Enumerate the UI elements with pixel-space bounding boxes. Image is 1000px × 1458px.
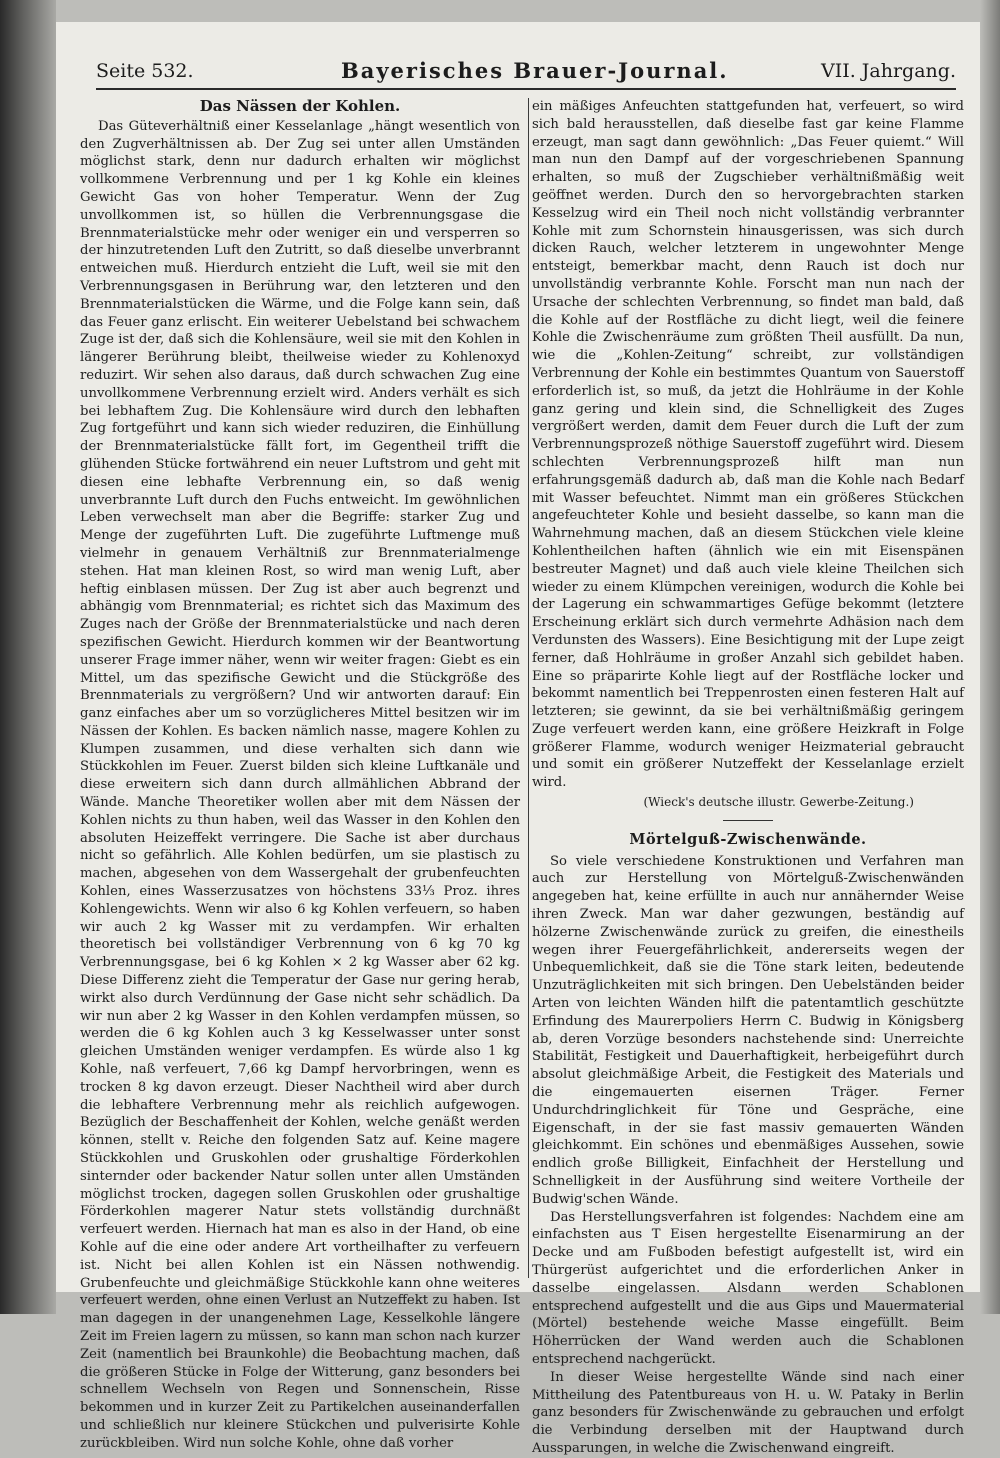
header-rule xyxy=(96,88,956,90)
article-title: Das Nässen der Kohlen. xyxy=(199,97,401,115)
journal-title: Bayerisches Brauer-Journal. xyxy=(341,58,729,83)
article-body-left: Das Güteverhältniß einer Kesselanlage „hängt wesentlich von den Zugverhältnissen ab. Der Zug sei unter allen Umständen möglichst stark, denn nur dadurch erhalten wir möglichst vollkommene Verbrennung und per 1 kg Kohle ein kleines Gewicht Gas von hoher Temperatur. Wenn der Zug unvollkommen ist, so hüllen die Verbrennungsgase die Brennmaterialstücke mehr oder weniger ein und versperren so der hinzutretenden Luft den Zutritt, so daß dieselbe unverbrannt entweichen muß. Hierdurch entzieht die Luft, weil sie mit den Verbrennungsgasen in Berührung war, den letzteren und den Brennmaterialstücken die Wärme, und die Folge kann sein, daß das Feuer ganz erlischt. Ein weiterer Uebelstand bei schwachem Zuge ist der, daß sich die Kohlensäure, weil sie mit den Kohlen in längerer Berührung bleibt, theilweise wieder zu Kohlenoxyd reduzirt. Wir sehen also daraus, daß durch schwachen Zug eine unvollkommene Verbrennung erzielt wird. Anders verhält es sich bei lebhaftem Zug. Die Kohlensäure wird durch den lebhaften Zug fortgeführt und kann sich wieder reduziren, die Einhüllung der Brennmaterialstücke fällt fort, im Gegentheil trifft die glühenden Stücke fortwährend ein neuer Luftstrom und geht mit diesen eine lebhafte Verbrennung ein, so daß wenig unverbrannte Luft durch den Fuchs entweicht. Im gewöhnlichen Leben verwechselt man aber die Begriffe: starker Zug und Menge der zugeführten Luft. Die zugeführte Luftmenge muß vielmehr in genauem Verhältniß zur Brennmaterialmenge stehen. Hat man kleinen Rost, so wird man wenig Luft, aber heftig einblasen müssen. Der Zug ist aber auch begrenzt und abhängig vom Brennmaterial; es richtet sich das Maximum des Zuges nach der Größe der Brennmaterialstücke und nach deren spezifischen Gewicht. Hierdurch kommen wir der Beantwortung unserer Frage immer näher, wenn wir weiter fragen: Giebt es ein Mittel, um das spezifische Gewicht und die Stückgröße des Brennmaterials zu vergrößern? Und wir antworten darauf: Ein ganz einfaches aber um so vorzüglicheres Mittel besitzen wir im Nässen der Kohlen. Es backen nämlich nasse, magere Kohlen zu Klumpen zusammen, und diese verhalten sich dann wie Stückkohlen im Feuer. Zuerst bilden sich kleine Luftkanäle und diese erweitern sich dann durch allmählichen Abbrand der Wände. Manche Theoretiker wollen aber mit dem Nässen der Kohlen nichts zu thun haben, weil das Wasser in den Kohlen den absoluten Heizeffekt verringere. Die Sache ist aber durchaus nicht so gefährlich. Alle Kohlen bedürfen, um sie plastisch zu machen, abgesehen von dem Wassergehalt der grubenfeuchten Kohlen, eines Wasserzusatzes von höchstens 33⅓ Proz. ihres Kohlengewichts. Wenn wir also 6 kg Kohlen verfeuern, so haben wir auch 2 kg Wasser mit zu verdampfen. Wir erhalten theoretisch bei vollständiger Verbrennung von 6 kg 70 kg Verbrennungsgase, bei 6 kg Kohlen × 2 kg Wasser aber 62 kg. Diese Differenz zieht die Temperatur der Gase nur gering herab, wirkt also durch Verdünnung der Gase nicht sehr schädlich. Da wir nun aber 2 kg Wasser in den Kohlen verdampfen müssen, so werden die 6 kg Kohlen auch 3 kg Kesselwasser unter sonst gleichen Umständen weniger verdampfen. Es würde also 1 kg Kohle, naß verfeuert, 7,66 kg Dampf hervorbringen, wenn es trocken 8 kg davon erzeugt. Dieser Nachtheil wird aber durch die lebhaftere Verbrennung mehr als reichlich aufgewogen. Bezüglich der Beschaffenheit der Kohlen, welche genäßt werden können, stellt v. Reiche den folgenden Satz auf. Keine magere Stückkohlen und Gruskohlen oder grushaltige Förderkohlen sinternder oder backender Natur sollen unter allen Umständen möglichst trocken, dagegen sollen Gruskohlen oder grushaltige Förderkohlen magerer Natur stets vollständig durchnäßt verfeuert werden. Hiernach hat man es also in der Hand, ob eine Kohle auf die eine oder andere Art vortheilhafter zu verfeuern ist. Nicht bei allen Kohlen ist ein Nässen nothwendig. Grubenfeuchte und gleichmäßige Stückkohle kann ohne weiteres verfeuert werden, ohne einen Verlust an Nutzeffekt zu haben. Ist man dagegen in der unangenehmen Lage, Kesselkohle längere Zeit im Freien lagern zu müssen, so kann man schon nach kurzer Zeit (namentlich bei Braunkohle) die Beobachtung machen, daß die größeren Stücke in Folge der Witterung, ganz besonders bei schnellem Wechseln von Regen und Sonnenschein, Risse bekommen und in kurzer Zeit zu Partikelchen auseinanderfallen und schließlich nur kleinere Stückchen und pulverisirte Kohle zurückbleiben. Wird nun solche Kohle, ohne daß vorher xyxy=(80,118,520,1451)
article2-paragraph-2: Das Herstellungsverfahren ist folgendes: Nachdem eine am einfachsten aus T Eisen hergestellte Eisenarmirung an der Decke und am Fußboden befestigt aufgestellt ist, wird ein Thürgerüst aufgerichtet und die erforderlichen Anker in dasselbe eingelassen. Alsdann werden Schablonen entsprechend aufgestellt und die aus Gips und Mauermaterial (Mörtel) bestehende weiche Masse eingefüllt. Beim Höherrücken der Wand werden auch die Schablonen entsprechend nachgerückt. xyxy=(532,1209,964,1367)
article-body-right: ein mäßiges Anfeuchten stattgefunden hat, verfeuert, so wird sich bald herausstellen, daß dieselbe fast gar keine Flamme erzeugt, man sagt dann gewöhnlich: „Das Feuer quiemt.“ Will man nun den Dampf auf der vorgeschriebenen Spannung erhalten, so muß der Zugschieber verhältnißmäßig weit geöffnet werden. Durch den so hervorgebrachten starken Kesselzug wird ein Theil noch nicht vollständig verbrannter Kohle mit zum Schornstein hinausgerissen, was sich durch dicken Rauch, welcher letzterem in ungewohnter Menge entsteigt, bemerkbar macht, denn Rauch ist doch nur unvollständig verbrannte Kohle. Forscht man nun nach der Ursache der schlechten Verbrennung, so findet man bald, daß die Kohle auf der Rostfläche zu dicht liegt, weil die feinere Kohle die Zwischenräume zum größten Theil ausfüllt. Da nun, wie die „Kohlen-Zeitung“ schreibt, zur vollständigen Verbrennung der Kohle ein bestimmtes Quantum von Sauerstoff erforderlich ist, so muß, da jetzt die Hohlräume in der Kohle ganz gering und klein sind, die Schnelligkeit des Zuges vergrößert werden, damit dem Feuer durch die Luft der zum Verbrennungsprozeß nöthige Sauerstoff zugeführt wird. Diesem schlechten Verbrennungsprozeß hilft man nun erfahrungsgemäß dadurch ab, daß man die Kohle nach Bedarf mit Wasser befeuchtet. Nimmt man ein größeres Stückchen angefeuchteter Kohle und besieht dasselbe, so kann man die Wahrnehmung machen, daß an diesem Stückchen viele kleine Kohlentheilchen haften (ähnlich wie ein mit Eisenspänen bestreuter Magnet) und daß auch viele kleine Theilchen sich wieder zu einem Klümpchen vereinigen, wodurch die Kohle bei der Lagerung ein schwammartiges Gefüge bekommt (letztere Erscheinung erklärt sich durch vermehrte Adhäsion nach dem Verdunsten des Wassers). Eine Besichtigung mit der Lupe zeigt ferner, daß Hohlräume in großer Anzahl sich gebildet haben. Eine so präparirte Kohle liegt auf der Rostfläche locker und bekommt namentlich bei Treppenrosten einen festeren Halt auf letzteren; sie gewinnt, da sie bei verhältnißmäßig geringem Zuge verfeuert werden kann, eine größere Heizkraft in Folge größerer Flamme, wodurch weniger Heizmaterial gebraucht und somit ein größerer Nutzeffekt der Kesselanlage erzielt wird. xyxy=(532,99,964,791)
page-header xyxy=(96,58,956,88)
article2-paragraph-1: So viele verschiedene Konstruktionen und Verfahren man auch zur Herstellung von Mörtelguß-Zwischenwänden angegeben hat, keine erfüllte in auch nur annähernder Weise ihren Zweck. Man war daher gezwungen, beständig auf hölzerne Zwischenwände zurück zu greifen, die einestheils wegen ihrer Feuergefährlichkeit, andererseits wegen der Unbequemlichkeit, daß sie die Töne stark leiten, bedeutende Unzuträglichkeiten mit sich bringen. Den Uebelständen beider Arten von leichten Wänden hilft die patentamtlich geschützte Erfindung des Maurerpoliers Herrn C. Budwig in Königsberg ab, deren Vorzüge besonders nachstehende sind: Unerreichte Stabilität, Festigkeit und Dauerhaftigkeit, herbeigeführt durch absolut gleichmäßige Arbeit, die Festigkeit des Materials und die eingemauerten eisernen Träger. Ferner Undurchdringlichkeit für Töne und Gespräche, eine Eigenschaft, in der sie fast massiv gemauerten Wänden gleichkommt. Ein schönes und ebenmäßiges Aussehen, sowie endlich große Billigkeit, Einfachheit der Herstellung und Schnelligkeit in der Ausführung sind weitere Vortheile der Budwig'schen Wände. xyxy=(532,853,964,1207)
page-number: Seite 532. xyxy=(96,60,194,82)
volume-label: VII. Jahrgang. xyxy=(820,60,956,82)
left-column xyxy=(80,97,520,1451)
column-divider xyxy=(528,98,529,1278)
article2-title: Mörtelguß-Zwischenwände. xyxy=(629,830,867,848)
article2-paragraph-3: In dieser Weise hergestellte Wände sind nach einer Mittheilung des Patentbureaus von H. u. W. Pataky in Berlin ganz besonders für Zwischenwände zu gebrauchen und erfolgt die Verbindung derselben mit der Hauptwand durch Aussparungen, in welche die Zwischenwand eingreift. xyxy=(532,1369,964,1456)
article-source: (Wieck's deutsche illustr. Gewerbe-Zeitung.) xyxy=(643,795,914,810)
article-separator xyxy=(532,820,964,821)
right-column xyxy=(532,98,964,1456)
